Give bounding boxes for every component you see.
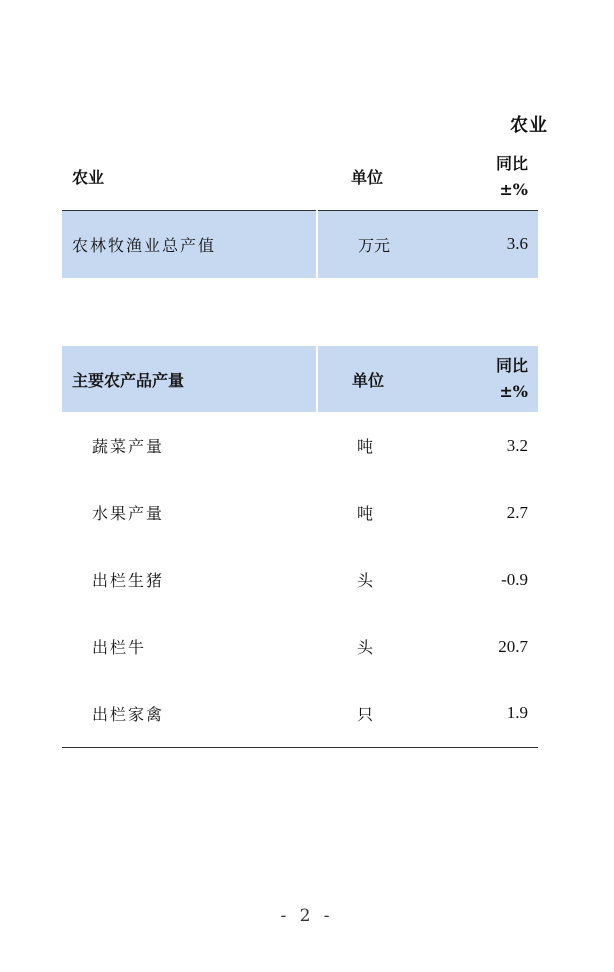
row-item: 出栏牛: [92, 638, 147, 657]
row-unit: 吨: [357, 504, 374, 523]
row-item: 出栏家禽: [92, 704, 165, 724]
header-unit: 单位: [317, 144, 450, 210]
header-yoy-line1: 同比: [495, 153, 528, 173]
table-row: [62, 680, 538, 747]
header-yoy-line2: ±%: [499, 179, 528, 199]
row-unit: 头: [357, 638, 374, 657]
row-yoy: 3.6: [506, 234, 528, 254]
row-item: 出栏生猪: [92, 571, 165, 590]
row-item: 水果产量: [92, 504, 165, 523]
table-row: [62, 546, 538, 613]
row-item: 蔬菜产量: [92, 437, 165, 456]
header-yoy: [450, 346, 538, 412]
row-yoy: 20.7: [498, 636, 528, 656]
row-unit: 万元: [358, 235, 391, 255]
header-yoy: [450, 144, 538, 210]
row-yoy: -0.9: [501, 569, 528, 589]
header-category: 农业: [62, 144, 317, 210]
row-yoy: 2.7: [506, 502, 528, 522]
header-category: 主要农产品产量: [62, 346, 317, 412]
row-yoy: 3.2: [506, 435, 528, 455]
table-header-row: [62, 346, 538, 412]
row-unit: 吨: [357, 437, 374, 456]
major-products-table: [62, 346, 538, 748]
agriculture-output-table: [62, 144, 538, 278]
row-unit: 只: [357, 704, 374, 724]
header-unit: 单位: [352, 370, 385, 390]
row-unit: 头: [357, 571, 374, 590]
page-number: - 2 -: [280, 906, 334, 926]
table-row: [62, 613, 538, 680]
page-heading: 农业: [510, 115, 548, 136]
header-yoy-line1: 同比: [495, 356, 528, 375]
table-header-row: [62, 144, 538, 210]
table-row: [62, 412, 538, 479]
table-row: [62, 479, 538, 546]
row-item: 农林牧渔业总产值: [62, 210, 317, 278]
header-yoy-line2: ±%: [499, 382, 528, 401]
table-row: [62, 210, 538, 278]
row-yoy: 1.9: [506, 703, 528, 723]
